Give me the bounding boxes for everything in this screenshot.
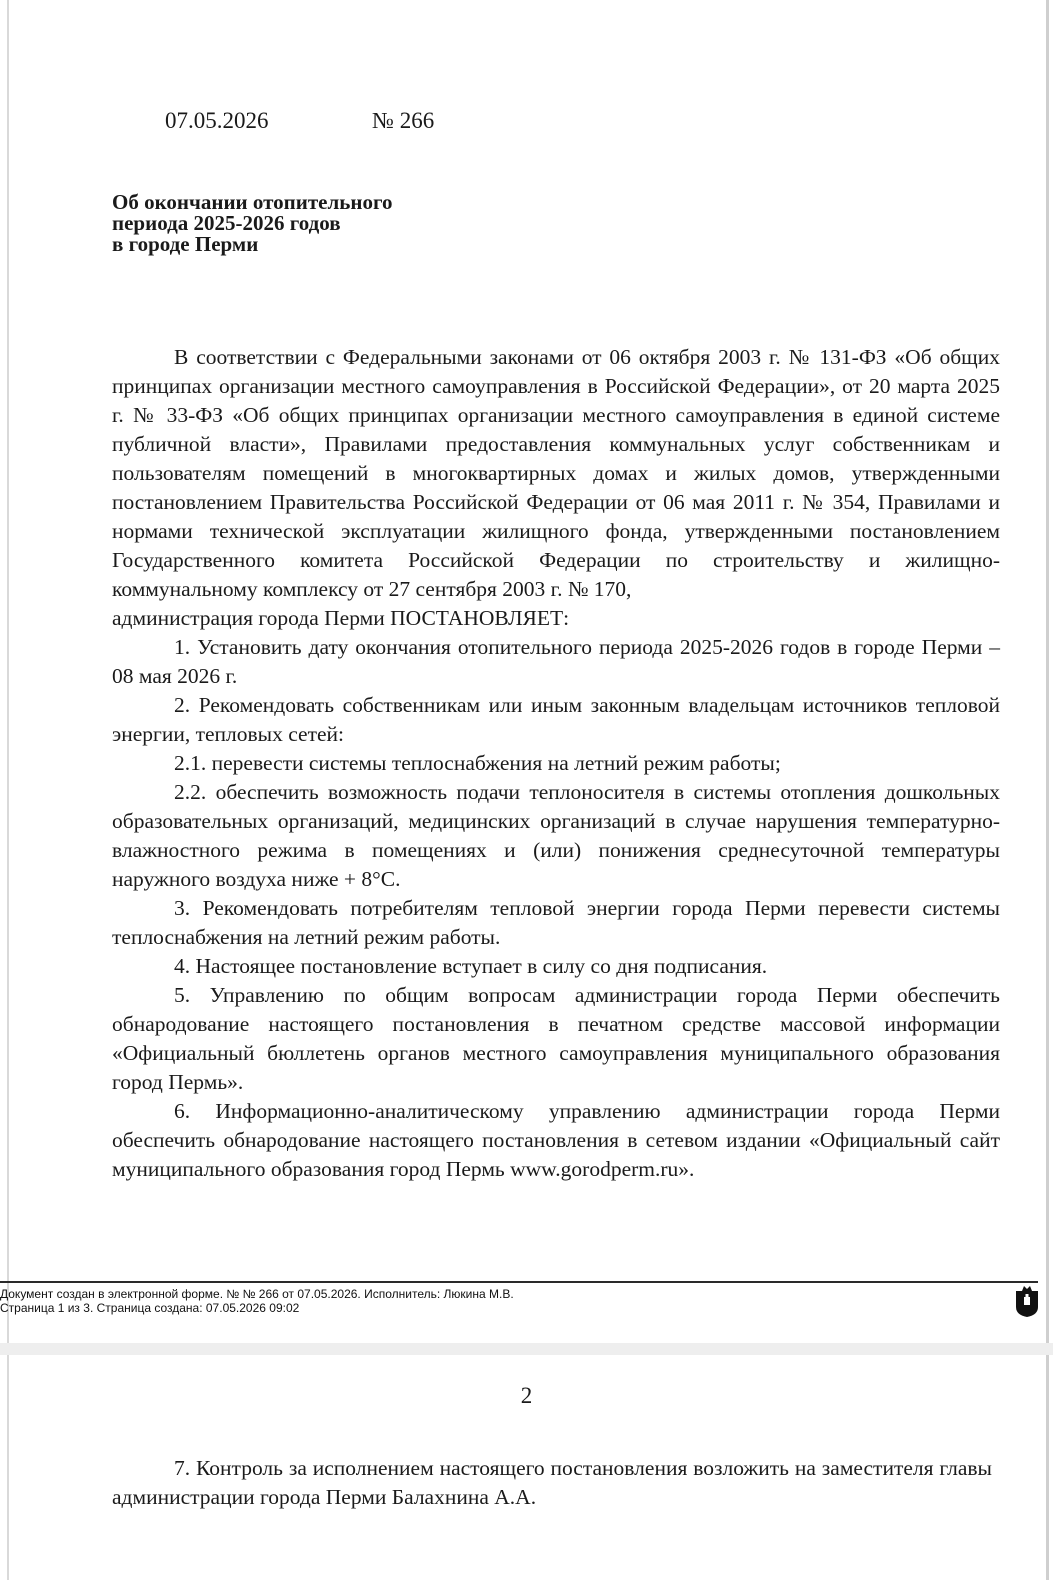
footer-line-2: Страница 1 из 3. Страница создана: 07.05.2026 09:02 <box>0 1301 300 1315</box>
item-2: 2. Рекомендовать собственникам или иным законным владельцам источников тепловой энергии, тепловых сетей: <box>112 693 1000 746</box>
page-footer <box>0 1287 1010 1315</box>
page-separator <box>0 1343 1053 1355</box>
item-6: 6. Информационно-аналитическому управлению администрации города Перми обеспечить обнародование настоящего постановления в сетевом издании «Официальный сайт муниципального образования город Пермь www.gorodperm.ru». <box>112 1099 1000 1181</box>
title-line-3: в городе Перми <box>112 232 259 256</box>
item-3: 3. Рекомендовать потребителям тепловой энергии города Перми перевести системы теплоснабжения на летний режим работы. <box>112 896 1000 949</box>
item-5: 5. Управлению по общим вопросам администрации города Перми обеспечить обнародование настоящего постановления в печатном средстве массовой информации «Официальный бюллетень органов местного самоуправления муниципального образования город Пермь». <box>112 983 1000 1094</box>
document-body <box>112 343 1000 1184</box>
decree-line: администрация города Перми ПОСТАНОВЛЯЕТ: <box>112 606 570 630</box>
item-7: 7. Контроль за исполнением настоящего постановления возложить на заместителя главы администрации города Перми Балахнина А.А. <box>112 1456 992 1509</box>
document-title <box>112 192 393 255</box>
page-2-body <box>112 1454 992 1512</box>
document-date: 07.05.2026 <box>165 108 269 133</box>
footer-divider <box>0 1281 1038 1283</box>
city-emblem-icon <box>1014 1283 1040 1317</box>
document-number: № 266 <box>372 108 435 133</box>
page-number: 2 <box>520 1383 533 1408</box>
title-line-1: Об окончании отопительного <box>112 190 393 214</box>
footer-line-1: Документ создан в электронной форме. № № 266 от 07.05.2026. Исполнитель: Люкина М.В. <box>0 1287 514 1301</box>
item-2-1: 2.1. перевести системы теплоснабжения на летний режим работы; <box>174 751 781 775</box>
item-4: 4. Настоящее постановление вступает в силу со дня подписания. <box>174 954 768 978</box>
title-line-2: периода 2025-2026 годов <box>112 211 341 235</box>
preamble-paragraph: В соответствии с Федеральными законами от 06 октября 2003 г. № 131-ФЗ «Об общих принципах организации местного самоуправления в Российской Федерации», от 20 марта 2025 г. № 33-ФЗ «Об общих принципах организации местного самоуправления в единой системе публичной власти», Правилами предоставления коммунальных услуг собственникам и пользователям помещений в многоквартирных домах и жилых домов, утвержденными постановлением Правительства Российской Федерации от 06 мая 2011 г. № 354, Правилами и нормами технической эксплуатации жилищного фонда, утвержденными постановлением Государственного комитета Российской Федерации по строительству и жилищно-коммунальному комплексу от 27 сентября 2003 г. № 170, <box>112 345 1000 601</box>
item-2-2: 2.2. обеспечить возможность подачи теплоносителя в системы отопления дошкольных образовательных организаций, медицинских организаций в случае нарушения температурно-влажностного режима в помещениях и (или) понижения среднесуточной температуры наружного воздуха ниже + 8°С. <box>112 780 1000 891</box>
item-1: 1. Установить дату окончания отопительного периода 2025-2026 годов в городе Перми – 08 мая 2026 г. <box>112 635 1000 688</box>
